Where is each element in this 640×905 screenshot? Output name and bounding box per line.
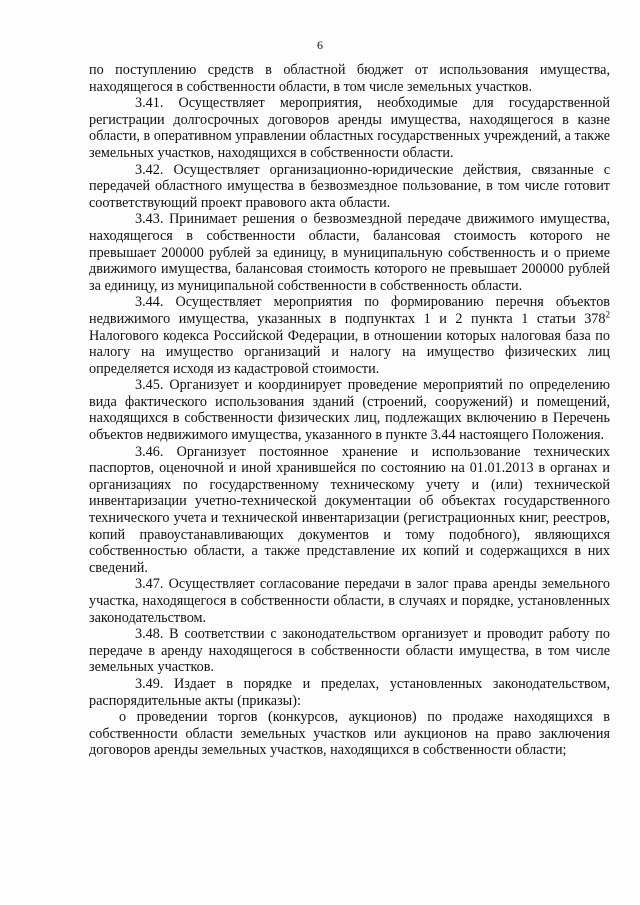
paragraph-3-44-text-end: Налогового кодекса Российской Федерации, в отношении которых налоговая база по налогу на имущество организаций и налогу на имущество физических лиц определяется исходя из кадастровой стоимости.: [89, 327, 610, 377]
paragraph-3-45: 3.45. Организует и координирует проведение мероприятий по определению вида фактического использования зданий (строений, сооружений) и помещений, находящихся в собственности физических лиц, подлежащих включению в Перечень объектов недвижимого имущества, указанного в пункте 3.44 настоящего Положения.: [89, 377, 610, 444]
paragraph-3-44: [89, 294, 610, 377]
paragraph-continuation: по поступлению средств в областной бюджет от использования имущества, находящегося в собственности области, в том числе земельных участков.: [89, 62, 610, 95]
paragraph-3-42: 3.42. Осуществляет организационно-юридические действия, связанные с передачей областного имущества в безвозмездное пользование, в том числе готовит соответствующий проект правового акта области.: [89, 161, 610, 211]
paragraph-3-44-text: 3.44. Осуществляет мероприятия по формированию перечня объектов недвижимого имущества, указанных в подпунктах 1 и 2 пункта 1 статьи 378: [89, 294, 610, 327]
sub-item-auctions: о проведении торгов (конкурсов, аукционов) по продаже находящихся в собственности области земельных участков или аукционов на право заключения договоров аренды земельных участков, находящихся в собственности области;: [89, 709, 610, 759]
article-superscript: 2: [605, 309, 610, 320]
paragraph-3-41: 3.41. Осуществляет мероприятия, необходимые для государственной регистрации долгосрочных договоров аренды имущества, находящегося в казне области, в оперативном управлении областных государственных учреждений, а также земельных участков, находящихся в собственности области.: [89, 95, 610, 161]
paragraph-3-47: 3.47. Осуществляет согласование передачи в залог права аренды земельного участка, находящегося в собственности области, в случаях и порядке, установленных законодательством.: [89, 576, 610, 626]
paragraph-3-43: 3.43. Принимает решения о безвозмездной передаче движимого имущества, находящегося в собственности области, балансовая стоимость которого не превышает 200000 рублей за единицу, в муниципальную собственность и о приеме движимого имущества, балансовая стоимость которого не превышает 200000 рублей за единицу, из муниципальной собственности в собственность области.: [89, 211, 610, 294]
paragraph-3-46: 3.46. Организует постоянное хранение и использование технических паспортов, оценочной и иной хранившейся по состоянию на 01.01.2013 в органах и организациях по государственному техническому учету и (или) технической инвентаризации учетно-технической документации об объектах государственного технического учета и технической инвентаризации (регистрационных книг, реестров, копий правоустанавливающих документов и тому подобного), являющихся собственностью области, а также представление их копий и содержащихся в них сведений.: [89, 443, 610, 576]
page-number: 6: [317, 38, 323, 52]
document-body: [89, 62, 610, 759]
paragraph-3-49: 3.49. Издает в порядке и пределах, установленных законодательством, распорядительные акты (приказы):: [89, 675, 610, 709]
paragraph-3-48: 3.48. В соответствии с законодательством организует и проводит работу по передаче в аренду находящегося в собственности области имущества, в том числе земельных участков.: [89, 626, 610, 676]
